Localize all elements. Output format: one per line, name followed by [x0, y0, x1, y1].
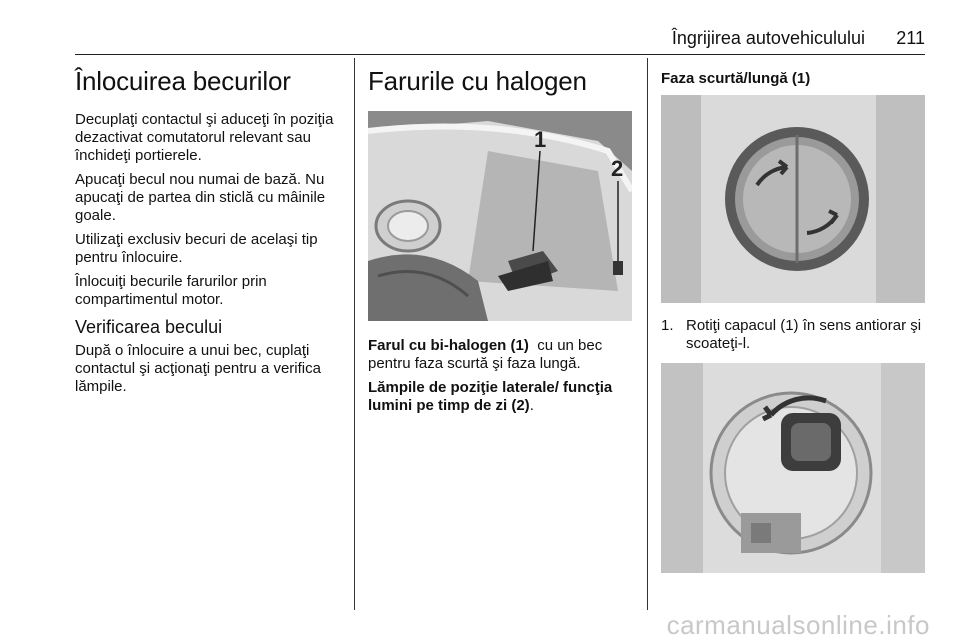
paragraph: Decuplaţi contactul şi aduceţi în poziţia dezactivat comutatorul relevant sau închideţi portierele.	[75, 111, 334, 164]
section-heading: Farurile cu halogen	[368, 66, 587, 96]
headlamp-figure	[368, 111, 632, 321]
subsection-heading: Verificarea becului	[75, 317, 223, 337]
column-divider	[647, 58, 648, 610]
page-number: 211	[896, 28, 925, 48]
figure-label-2: 2	[611, 156, 624, 181]
figure-label-1: 1	[534, 127, 547, 152]
paragraph: Înlocuiţi becurile farurilor prin compartimentul motor.	[75, 273, 267, 308]
header-title: Îngrijirea autovehiculului	[671, 28, 865, 48]
step-number: 1.	[661, 317, 674, 334]
bulb-figure	[661, 363, 925, 573]
item-text: cu un bec pentru faza scurtă şi faza lungă.	[368, 337, 603, 372]
paragraph: După o înlocuire a unui bec, cuplaţi contactul şi acţionaţi pentru a verifica lămpile.	[75, 342, 321, 395]
section-heading: Faza scurtă/lungă (1)	[661, 70, 811, 87]
item-text: .	[529, 397, 534, 414]
item-label: Farul cu bi-halogen (1)	[368, 337, 529, 354]
section-heading: Înlocuirea becurilor	[75, 66, 291, 96]
column-divider	[354, 58, 355, 610]
watermark: carmanualsonline.info	[666, 610, 930, 640]
page-header	[75, 28, 925, 55]
instruction-step	[661, 317, 925, 353]
paragraph: Apucaţi becul nou numai de bază. Nu apucaţi de partea din sticlă cu mâinile goale.	[75, 171, 326, 224]
item-description	[368, 337, 634, 373]
item-label: Lămpile de poziţie laterale/ funcţia lumini pe timp de zi (2)	[368, 379, 613, 414]
column-middle	[368, 60, 634, 421]
cover-figure	[661, 95, 925, 303]
column-right	[661, 60, 925, 573]
item-description	[368, 379, 634, 415]
paragraph: Utilizaţi exclusiv becuri de acelaşi tip pentru înlocuire.	[75, 231, 318, 266]
column-left	[75, 60, 345, 402]
step-text: Rotiţi capacul (1) în sens antiorar şi scoateţi-l.	[686, 317, 922, 352]
